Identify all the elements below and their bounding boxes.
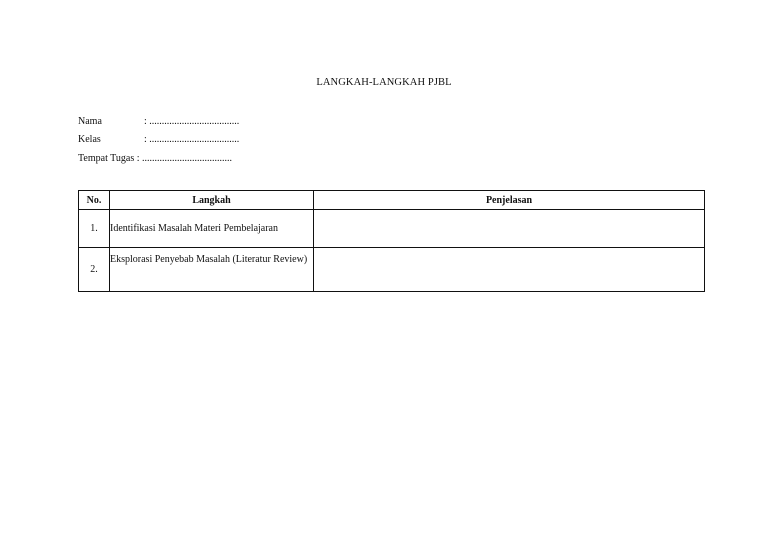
row-langkah: Identifikasi Masalah Materi Pembelajaran	[110, 210, 314, 248]
field-label-tempat-tugas: Tempat Tugas	[78, 153, 135, 164]
table-header-row	[79, 191, 705, 210]
document-title: LANGKAH-LANGKAH PJBL	[316, 77, 452, 88]
row-number: 1.	[79, 210, 110, 248]
field-value-nama: : ....................................	[144, 116, 240, 127]
field-tempat-tugas	[78, 153, 232, 165]
header-langkah: Langkah	[110, 191, 314, 210]
row-number: 2.	[79, 248, 110, 292]
header-penjelasan: Penjelasan	[314, 191, 705, 210]
field-label-kelas: Kelas	[78, 134, 101, 145]
field-value-tempat-tugas: : ....................................	[136, 153, 233, 164]
steps-table	[78, 190, 705, 292]
field-kelas	[78, 134, 239, 146]
table-row	[79, 210, 705, 248]
table-row	[79, 248, 705, 292]
field-nama	[78, 116, 239, 128]
row-langkah: Eksplorasi Penyebab Masalah (Literatur Review)	[110, 248, 314, 292]
field-value-kelas: : ....................................	[144, 134, 240, 145]
header-no: No.	[79, 191, 110, 210]
field-label-nama: Nama	[78, 116, 102, 127]
row-penjelasan	[314, 248, 705, 292]
row-penjelasan	[314, 210, 705, 248]
